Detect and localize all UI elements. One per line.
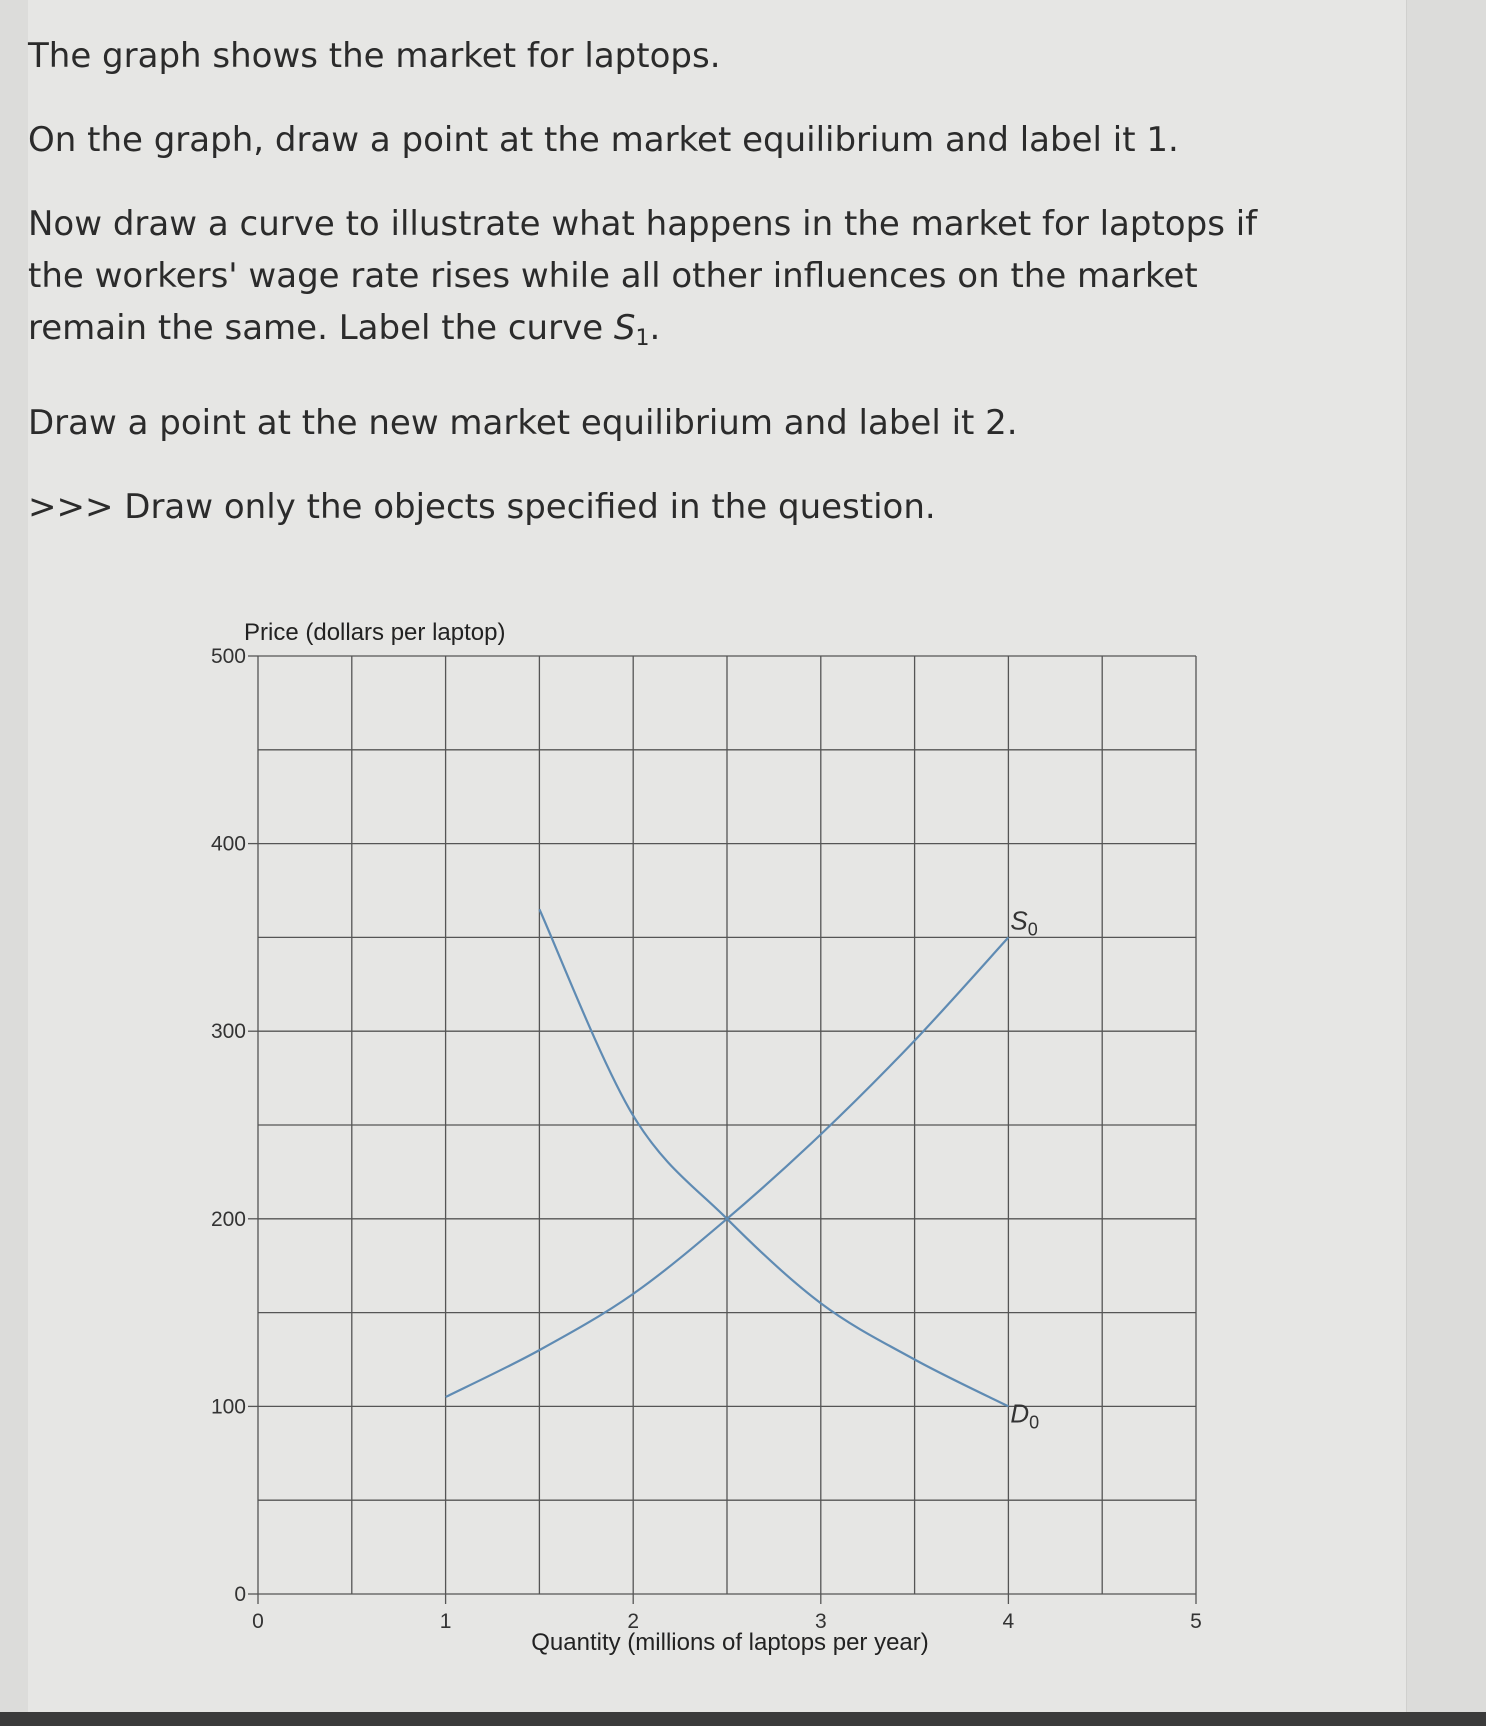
y-tick-label: 400 [210, 832, 246, 856]
y-tick-label: 500 [210, 645, 246, 668]
instruction-line-3-end: . [649, 308, 661, 348]
curve-d0 [539, 909, 1008, 1406]
y-tick-label: 0 [234, 1583, 246, 1606]
x-tick-label: 1 [439, 1610, 452, 1633]
instruction-line-2: On the graph, draw a point at the market equilibrium and label it 1. [28, 120, 1179, 160]
instruction-line-4: Draw a point at the new market equilibrium and label it 2. [28, 403, 1018, 443]
graph-ticks [211, 645, 1202, 1633]
instruction-line-3: Now draw a curve to illustrate what happens in the market for laptops if the workers' wage rate rises while all other influences on the market remain the same. Label the curve [28, 204, 1258, 348]
y-tick-label: 100 [210, 1395, 246, 1419]
instruction-curve-subscript: 1 [635, 326, 650, 351]
x-tick-label: 5 [1190, 1610, 1202, 1633]
instruction-line-5: >>> Draw only the objects specified in the question. [28, 487, 936, 527]
instruction-line-1: The graph shows the market for laptops. [28, 36, 721, 76]
curve-label-s0: $S_0$ [1010, 905, 1038, 940]
x-tick-label: 2 [627, 1610, 640, 1633]
graph-grid [258, 656, 1196, 1594]
x-tick-label: 3 [814, 1610, 827, 1633]
x-tick-label: 0 [252, 1610, 264, 1633]
x-axis-title: Quantity (millions of laptops per year) [531, 1629, 929, 1656]
x-tick-label: 4 [1002, 1610, 1015, 1633]
graph-curves [446, 905, 1040, 1432]
y-tick-label: 200 [210, 1207, 246, 1231]
y-axis-title: Price (dollars per laptop) [244, 619, 506, 646]
instruction-curve-symbol: S [613, 308, 636, 348]
y-tick-label: 300 [210, 1020, 246, 1044]
curve-label-d0: $D_0$ [1010, 1398, 1040, 1433]
